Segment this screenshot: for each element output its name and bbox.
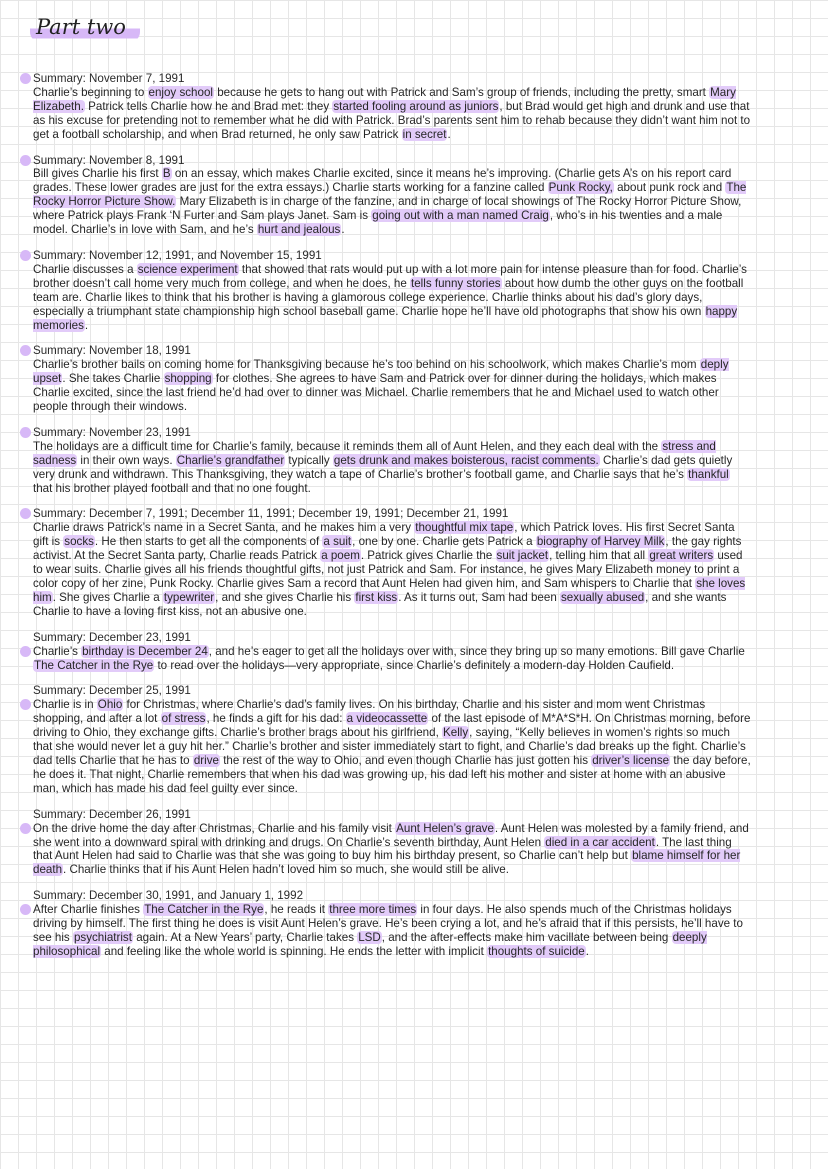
highlighted-phrase: shopping <box>164 372 212 386</box>
summary-body <box>33 822 751 878</box>
body-text: . <box>341 223 345 237</box>
summary-section <box>33 154 751 237</box>
body-text: , but Brad would get high and drunk and use that as his excuse for pretending not to remember what he did with Patrick. Brad’s parents sent him to rehab because they didn’t want him not to get a football scholarship, and when Brad returned, he only saw Patrick <box>33 99 751 141</box>
summary-body <box>33 440 751 496</box>
highlighted-phrase: Aunt Helen’s grave <box>396 821 494 835</box>
summary-body <box>33 903 751 959</box>
highlighted-phrase: thoughtful mix tape <box>415 521 514 535</box>
bullet-dot-icon <box>20 823 31 834</box>
highlighted-phrase: Charlie’s grandfather <box>176 453 285 467</box>
body-text: about how dumb the other guys on the football team are. Charlie likes to think that his brother is having a glamorous college experience. Charlie thinks about his dad’s glory days, especially a triumphant state championship high school baseball game. Charlie hope he’ll have old photographs that show his own <box>33 276 744 318</box>
body-text: . She takes Charlie <box>62 372 164 386</box>
body-text: the rest of the way to Ohio, and even though Charlie has just gotten his <box>219 753 592 767</box>
body-text: typically <box>285 453 333 467</box>
body-text: , who’s in his twenties and a male model. Charlie’s in love with Sam, and he’s <box>33 209 723 237</box>
highlighted-phrase: a suit <box>323 535 352 549</box>
highlighted-phrase: thoughts of suicide <box>488 944 585 958</box>
highlighted-phrase: psychiatrist <box>73 930 132 944</box>
body-text: , he reads it <box>264 903 329 917</box>
body-text: used to wear suits. Charlie gives all his friends thoughtful gifts, not just Patrick and Sam. For instance, he gives Mary Elizabeth money to print a color copy of her zine, Punk Rocky. Charlie gives Sam a record that Aunt Helen had given him, and Sam whispers to Charlie that <box>33 549 743 590</box>
highlighted-phrase: The Catcher in the Rye <box>34 658 154 672</box>
summary-section <box>33 808 751 878</box>
body-text: the day before, he does it. That night, Charlie remembers that when his dad was growing up, his dad left his mother and sister at home with an abusive man, which has made his dad feel guilty ever since. <box>33 753 751 795</box>
bullet-dot-icon <box>20 155 31 166</box>
highlighted-phrase: biography of Harvey Milk <box>536 535 665 549</box>
body-text: Charlie’s beginning to <box>33 85 148 99</box>
notes-list <box>33 72 751 971</box>
highlighted-phrase: science experiment <box>137 262 238 276</box>
summary-title: Summary: December 7, 1991; December 11, 1991; December 19, 1991; December 21, 1991 <box>33 507 509 521</box>
summary-section <box>33 249 751 332</box>
highlighted-phrase: suit jacket <box>496 549 549 563</box>
highlighted-phrase: typewriter <box>163 590 215 604</box>
summary-title: Summary: December 25, 1991 <box>33 684 191 698</box>
body-text: The holidays are a difficult time for Charlie’s family, because it reminds them all of Aunt Helen, and they each deal with the <box>33 439 662 453</box>
summary-title: Summary: December 23, 1991 <box>33 630 191 644</box>
summary-body <box>33 263 751 333</box>
body-text: On the drive home the day after Christmas, Charlie and his family visit <box>33 821 396 835</box>
body-text: in their own ways. <box>77 453 176 467</box>
body-text: to read over the holidays—very appropriate, since Charlie’s definitely a modern-day Holden Caufield. <box>154 658 675 672</box>
highlighted-phrase: The Rocky Horror Picture Show. <box>33 181 747 209</box>
summary-section <box>33 507 751 618</box>
body-text: . Aunt Helen was molested by a family friend, and she went into a downward spiral with drinking and drugs. On Charlie’s seventh birthday, Aunt Helen <box>33 821 749 849</box>
body-text: on an essay, which makes Charlie excited, since it means he’s improving. (Charlie gets A’s on his report card grades. These lower grades are just for the extra essays.) Charlie starts working for a fanzine called <box>33 167 732 195</box>
summary-body <box>33 521 751 618</box>
bullet-dot-icon <box>20 904 31 915</box>
body-text: again. At a New Years’ party, Charlie takes <box>132 930 358 944</box>
highlighted-phrase: Ohio <box>97 698 123 712</box>
highlighted-phrase: thankful <box>688 467 729 481</box>
body-text: in four days. He also spends much of the Christmas holidays driving by himself. The first thing he does is visit Aunt Helen’s grave. He’s been crying a lot, and he’s afraid that if this persists, he’ll have to see his <box>33 903 743 944</box>
body-text: for clothes. She agrees to have Sam and Patrick over for dinner during the holidays, which makes Charlie excited, since the last friend he’d had over to dinner was Michael. Charlie remembers that he and Michael used to watch other people through their windows. <box>33 372 719 414</box>
body-text: Bill gives Charlie his first <box>33 167 162 181</box>
highlighted-phrase: B <box>162 167 171 181</box>
highlighted-phrase: Mary Elizabeth. <box>33 85 736 113</box>
highlighted-phrase: blame himself for her death <box>33 849 741 877</box>
body-text: , the gay rights activist. At the Secret Santa party, Charlie reads Patrick <box>33 535 742 563</box>
highlighted-phrase: happy memories <box>33 304 738 332</box>
body-text: of the last episode of M*A*S*H. On Christmas morning, before driving to Ohio, they exchange gifts. Charlie’s brother brags about his girlfriend, <box>33 712 751 740</box>
bullet-dot-icon <box>20 699 31 710</box>
highlighted-phrase: The Catcher in the Rye <box>144 903 264 917</box>
highlighted-phrase: LSD <box>358 930 381 944</box>
highlighted-phrase: in secret <box>402 127 447 141</box>
highlighted-phrase: Kelly <box>443 726 469 740</box>
summary-title: Summary: November 12, 1991, and November 15, 1991 <box>33 248 322 262</box>
summary-title: Summary: November 18, 1991 <box>33 344 191 358</box>
body-text: . Patrick gives Charlie the <box>360 549 496 563</box>
bullet-dot-icon <box>20 508 31 519</box>
body-text: and feeling like the whole world is spinning. He ends the letter with implicit <box>101 944 488 958</box>
bullet-dot-icon <box>20 646 31 657</box>
summary-section <box>33 631 751 673</box>
highlighted-phrase: of stress <box>161 712 206 726</box>
body-text: Charlie draws Patrick’s name in a Secret Santa, and he makes him a very <box>33 521 415 535</box>
summary-section <box>33 426 751 496</box>
highlighted-phrase: she loves him <box>33 577 746 604</box>
summary-body <box>33 358 751 414</box>
body-text: , telling him that all <box>549 549 649 563</box>
summary-body <box>33 167 751 237</box>
body-text: , which Patrick loves. His first Secret Santa gift is <box>33 521 735 549</box>
highlighted-phrase: three more times <box>329 903 417 917</box>
summary-title: Summary: December 26, 1991 <box>33 807 191 821</box>
highlighted-phrase: enjoy school <box>148 85 213 99</box>
page-heading: Part two <box>30 12 140 42</box>
highlighted-phrase: deeply philosophical <box>33 930 707 958</box>
body-text: , and he’s eager to get all the holidays over with, since they bring up so many emotions. Bill gave Charlie <box>208 644 745 658</box>
bullet-dot-icon <box>20 250 31 261</box>
highlighted-phrase: a poem <box>321 549 360 563</box>
summary-section <box>33 344 751 414</box>
summary-title: Summary: November 7, 1991 <box>33 72 185 85</box>
summary-body <box>33 698 751 795</box>
summary-title: Summary: December 30, 1991, and January 1, 1992 <box>33 889 304 903</box>
highlighted-phrase: socks <box>64 535 94 549</box>
bullet-dot-icon <box>20 73 31 84</box>
highlighted-phrase: died in a car accident <box>545 835 655 849</box>
body-text: Charlie’s brother bails on coming home for Thanksgiving because he’s too behind on his schoolwork, which makes Charlie’s mom <box>33 358 700 372</box>
highlighted-phrase: birthday is December 24 <box>82 644 208 658</box>
body-text: . She gives Charlie a <box>52 590 163 604</box>
highlighted-phrase: deply upset <box>33 358 729 386</box>
summary-section <box>33 72 751 142</box>
body-text: . He then starts to get all the components of <box>94 535 323 549</box>
body-text: After Charlie finishes <box>33 903 144 917</box>
highlighted-phrase: hurt and jealous <box>257 223 341 237</box>
bullet-dot-icon <box>20 427 31 438</box>
summary-title: Summary: November 23, 1991 <box>33 425 191 439</box>
highlighted-phrase: going out with a man named Craig <box>372 209 549 223</box>
highlighted-phrase: Punk Rocky, <box>548 181 613 195</box>
body-text: . <box>447 127 451 141</box>
body-text: . <box>84 318 89 332</box>
highlighted-phrase: first kiss <box>355 590 398 604</box>
highlighted-phrase: a videocassette <box>346 712 428 726</box>
body-text: . As it turns out, Sam had been <box>398 590 560 604</box>
body-text: , one by one. Charlie gets Patrick a <box>352 535 536 549</box>
highlighted-phrase: stress and sadness <box>33 439 716 467</box>
body-text: . <box>585 944 589 958</box>
highlighted-phrase: gets drunk and makes boisterous, racist comments. <box>333 453 599 467</box>
body-text: , saying, “Kelly believes in women’s rights so much that she would never let a guy hit her.” Charlie’s brother and sister immediately start to fight, and Charlie’s dad breaks up the fight. Charlie’s dad tells Charlie that he has to <box>33 726 746 767</box>
highlighted-phrase: driver’s license <box>592 753 670 767</box>
summary-body <box>33 86 751 142</box>
body-text: , and she wants Charlie to have a loving first kiss, not an abusive one. <box>33 590 727 618</box>
body-text: Charlie’s dad gets quietly very drunk and withdrawn. This Thanksgiving, they watch a tape of Charlie’s brother’s football game, and Charlie says that he’s <box>33 453 733 481</box>
body-text: because he gets to hang out with Patrick and Sam’s group of friends, including the pretty, smart <box>213 85 710 99</box>
body-text: Mary Elizabeth is in charge of the fanzine, and in charge of local showings of The Rocky Horror Picture Show, where Patrick plays Frank ‘N Furter and Sam plays Janet. Sam is <box>33 195 742 223</box>
highlighted-phrase: great writers <box>649 549 714 563</box>
body-text: Charlie discusses a <box>33 262 137 276</box>
summary-section <box>33 684 751 795</box>
body-text: , and the after-effects make him vacillate between being <box>381 930 672 944</box>
highlighted-phrase: sexually abused <box>561 590 645 604</box>
summary-body <box>33 645 751 673</box>
body-text: Charlie’s <box>33 644 82 658</box>
body-text: . Charlie thinks that if his Aunt Helen hadn’t loved him so much, she would still be alive. <box>63 863 509 877</box>
highlighted-phrase: tells funny stories <box>411 276 501 290</box>
body-text: about punk rock and <box>613 181 726 195</box>
highlighted-phrase: started fooling around as juniors <box>333 99 499 113</box>
summary-title: Summary: November 8, 1991 <box>33 153 185 167</box>
bullet-dot-icon <box>20 345 31 356</box>
body-text: Charlie is in <box>33 698 97 712</box>
body-text: that showed that rats would put up with a lot more pain for intense pleasure than for food. Charlie’s brother doesn’t call home very much from college, and when he does, he <box>33 262 747 290</box>
body-text: . The last thing that Aunt Helen had said to Charlie was that she was going to buy him his birthday present, so Charlie can’t help but <box>33 835 732 863</box>
body-text: , he finds a gift for his dad: <box>206 712 346 726</box>
body-text: , and she gives Charlie his <box>215 590 355 604</box>
body-text: Patrick tells Charlie how he and Brad met: they <box>84 99 333 113</box>
body-text: for Christmas, where Charlie’s dad’s family lives. On his birthday, Charlie and his sister and mom went Christmas shopping, and after a lot <box>33 698 706 726</box>
body-text: that his brother played football and that no one fought. <box>33 481 311 495</box>
summary-section <box>33 889 751 959</box>
highlighted-phrase: drive <box>193 753 219 767</box>
